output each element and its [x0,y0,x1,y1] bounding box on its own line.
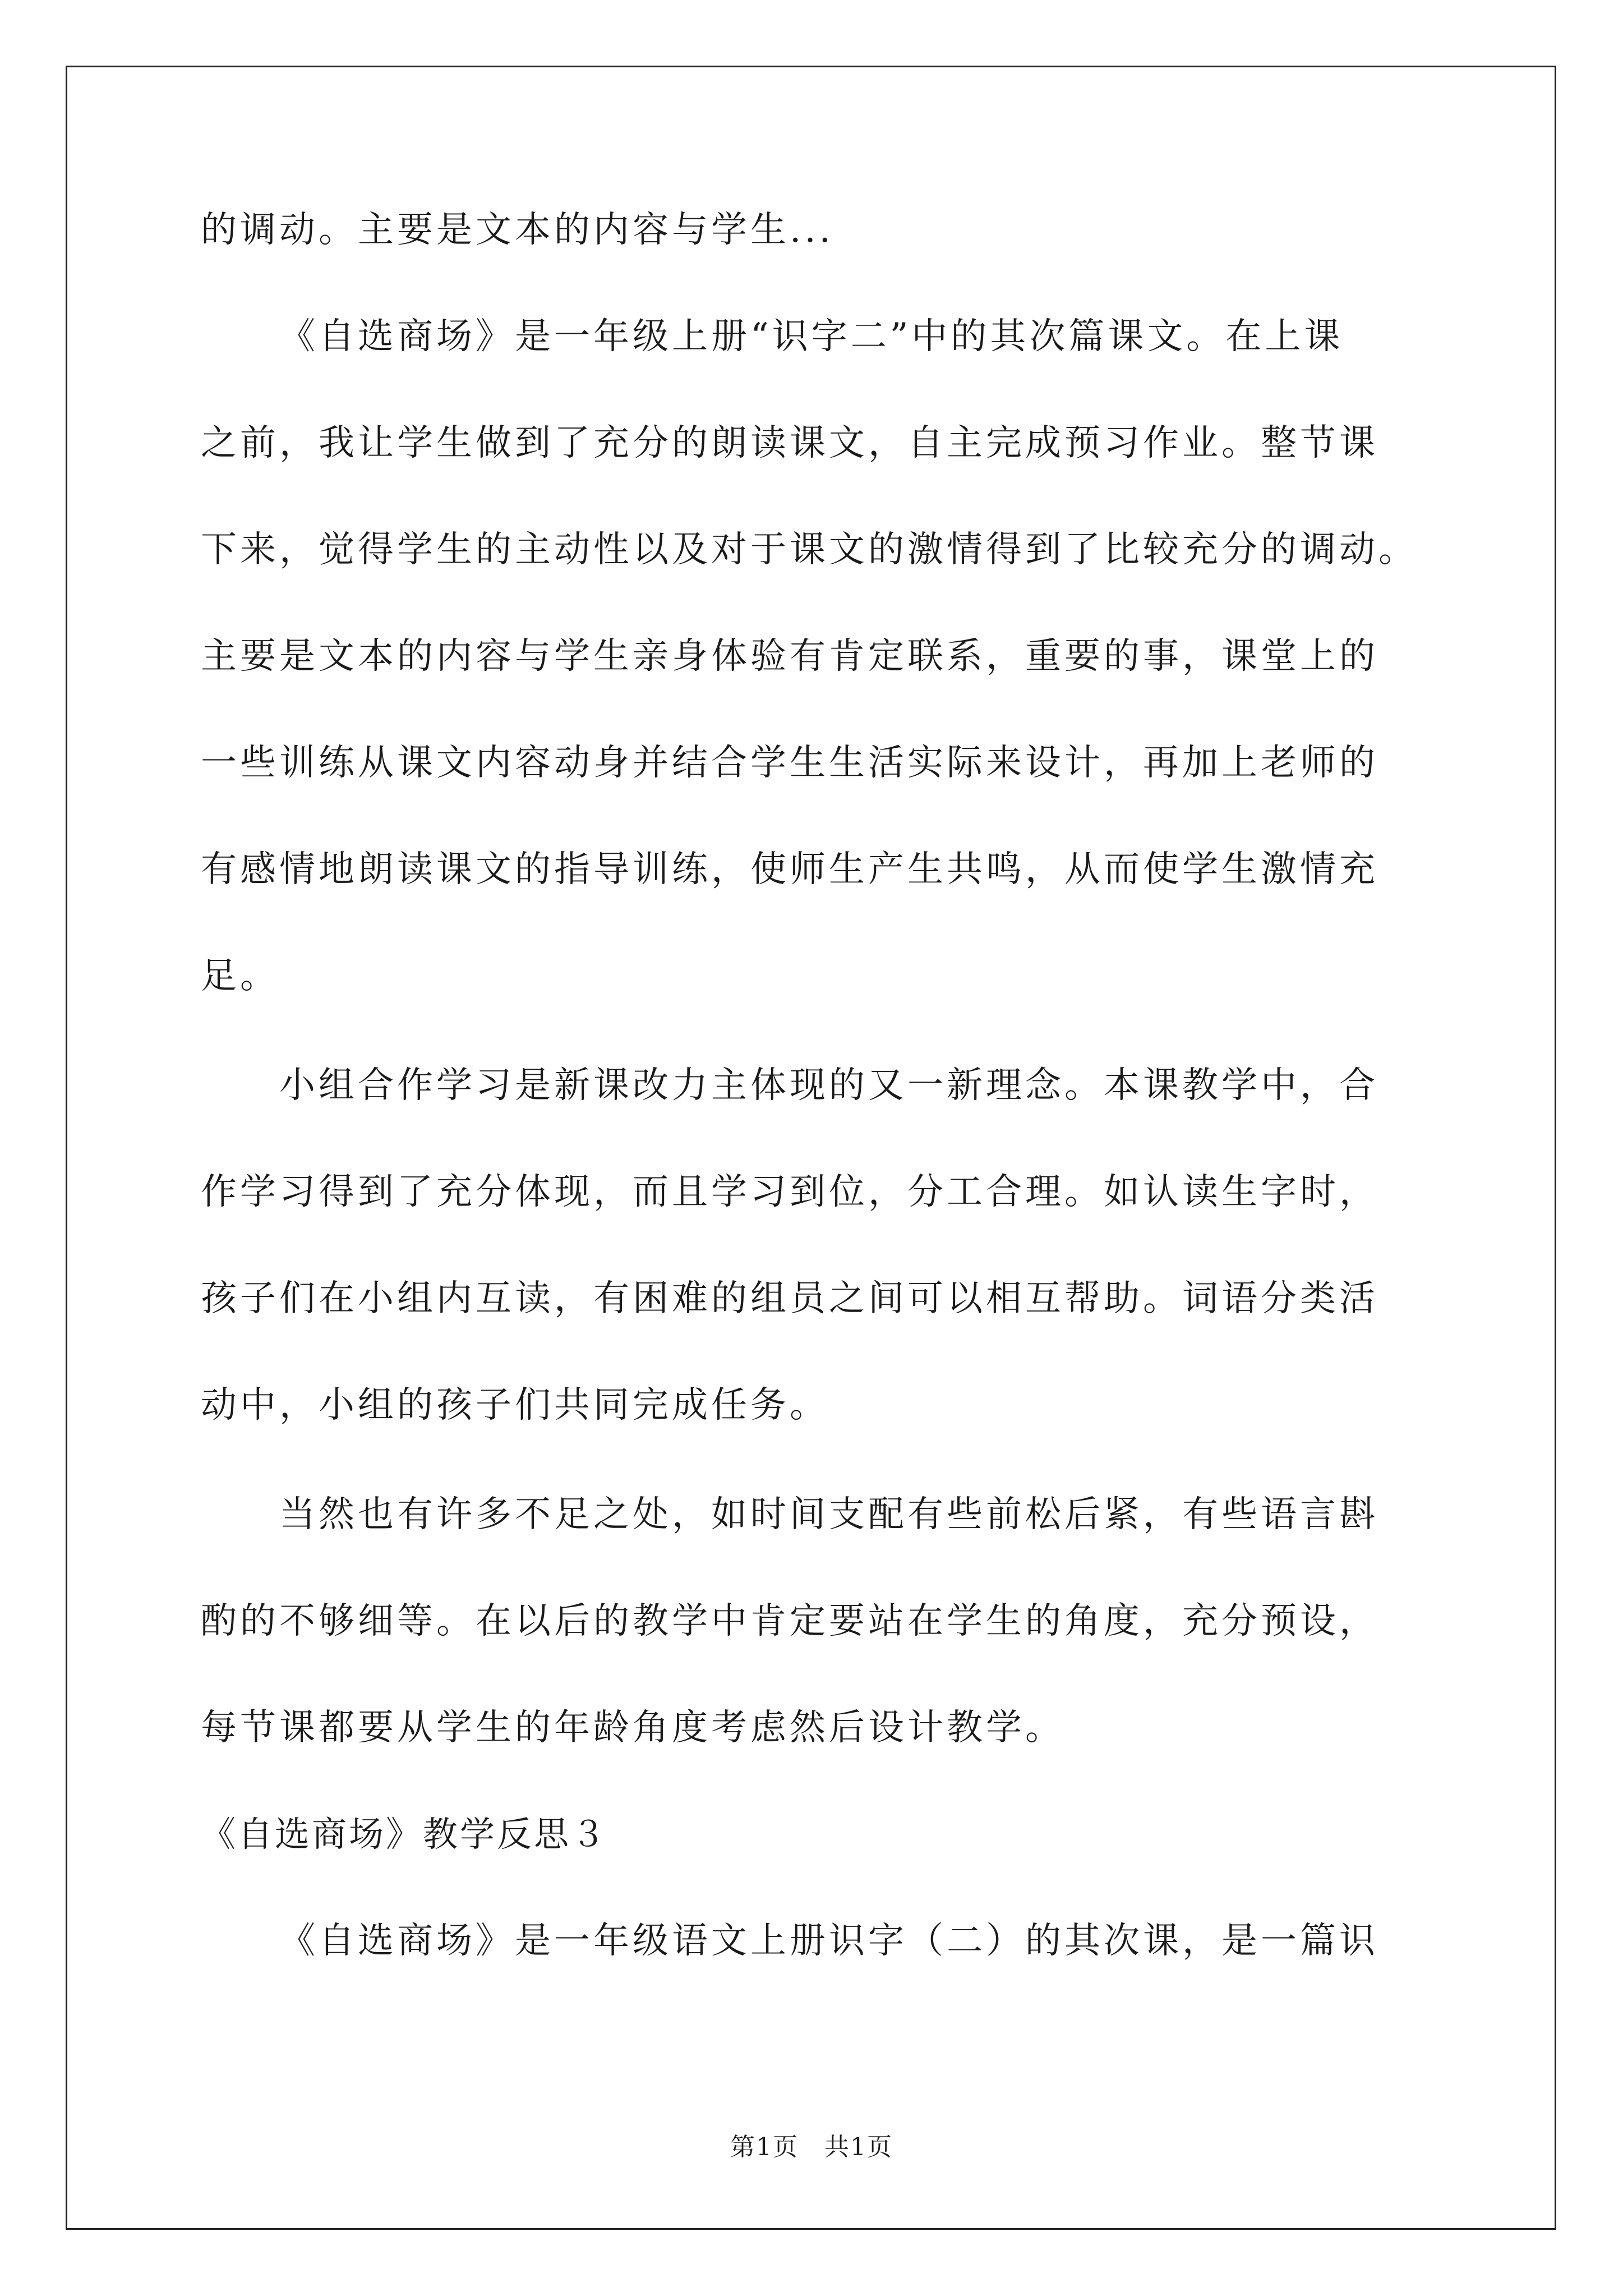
page-number-footer: 第1页 共1页 [730,2133,893,2161]
text-line: 动中，小组的孩子们共同完成任务。 [201,1384,829,1426]
paragraph-start-line: 《自选商场》是一年级上册“识字二”中的其次篇课文。在上课 [279,316,1344,357]
paragraph-start-line: 《自选商场》是一年级语文上册识字（二）的其次课，是一篇识 [279,1920,1378,1962]
text-line: 足。 [201,955,279,997]
paragraph-start-line: 当然也有许多不足之处，如时间支配有些前松后紧，有些语言斟 [279,1494,1378,1535]
text-line: 孩子们在小组内互读，有困难的组员之间可以相互帮助。词语分类活 [201,1278,1378,1319]
text-line: 之前，我让学生做到了充分的朗读课文，自主完成预习作业。整节课 [201,422,1378,464]
text-line: 主要是文本的内容与学生亲身体验有肯定联系，重要的事，课堂上的 [201,636,1378,677]
text-line: 有感情地朗读课文的指导训练，使师生产生共鸣，从而使学生激情充 [201,849,1378,890]
section-heading: 《自选商场》教学反思３ [201,1814,608,1855]
text-line: 每节课都要从学生的年龄角度考虑然后设计教学。 [201,1707,1064,1749]
paragraph-start-line: 小组合作学习是新课改力主体现的又一新理念。本课教学中，合 [279,1065,1378,1106]
text-line: 的调动。主要是文本的内容与学生... [201,209,834,251]
text-line: 下来，觉得学生的主动性以及对于课文的激情得到了比较充分的调动。 [201,529,1418,570]
text-line: 一些训练从课文内容动身并结合学生生活实际来设计，再加上老师的 [201,742,1378,784]
page-border [66,66,1556,2230]
text-line: 作学习得到了充分体现，而且学习到位，分工合理。如认读生字时， [201,1171,1378,1213]
text-line: 酌的不够细等。在以后的教学中肯定要站在学生的角度，充分预设， [201,1600,1378,1642]
